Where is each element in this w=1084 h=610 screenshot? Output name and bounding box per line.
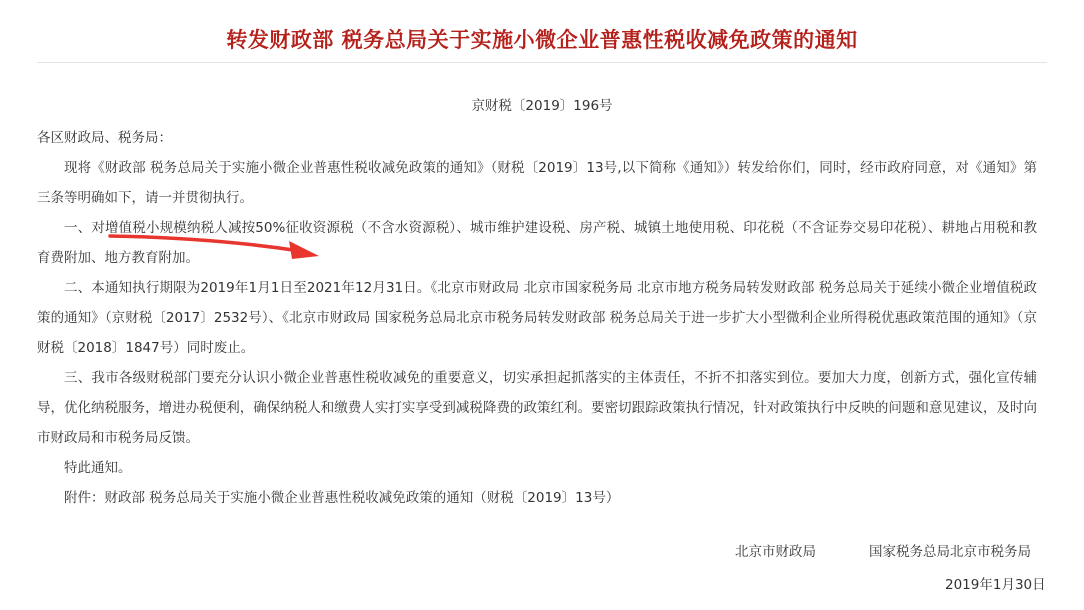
- paragraph-attachment: 附件：财政部 税务总局关于实施小微企业普惠性税收减免政策的通知（财税〔2019〕13号）: [64, 490, 620, 506]
- paragraph-item-3: 三、我市各级财税部门要充分认识小微企业普惠性税收减免的重要意义，切实承担起抓落实的主体责任，不折不扣落实到位。要加大力度，创新方式，强化宣传辅导，优化纳税服务，增进办税便利，确保纳税人和缴费人实打实享受到减税降费的政策红利。要密切跟踪政策执行情况，针对政策执行中反映的问题和意见建议，及时向市财政局和市税务局反馈。: [37, 370, 1037, 446]
- paragraph-item-1: 一、对增值税小规模纳税人减按50%征收资源税（不含水资源税）、城市维护建设税、房产税、城镇土地使用税、印花税（不含证券交易印花税）、耕地占用税和教育费附加、地方教育附加。: [37, 220, 1037, 266]
- signature-finance-bureau: 北京市财政局: [735, 544, 816, 560]
- paragraph-closing: 特此通知。: [64, 460, 132, 476]
- issue-date: 2019年1月30日: [945, 577, 1046, 593]
- notice-title: 转发财政部 税务总局关于实施小微企业普惠性税收减免政策的通知: [226, 28, 858, 52]
- paragraph-item-2: 二、本通知执行期限为2019年1月1日至2021年12月31日。《北京市财政局 北京市国家税务局 北京市地方税务局转发财政部 税务总局关于延续小微企业增值税政策的通知》（京财税〔2017〕2532号）、《北京市财政局 国家税务总局北京市税务局转发财政部 税务总局关于进一步扩大小型微利企业所得税优惠政策范围的通知》（京财税〔2018〕1847号）同时废止。: [37, 280, 1037, 356]
- paragraph-intro: 现将《财政部 税务总局关于实施小微企业普惠性税收减免政策的通知》（财税〔2019〕13号,以下简称《通知》）转发给你们，同时，经市政府同意，对《通知》第三条等明确如下，请一并贯彻执行。: [37, 160, 1037, 206]
- signature-tax-bureau: 国家税务总局北京市税务局: [869, 544, 1031, 560]
- document-number: 京财税〔2019〕196号: [471, 98, 613, 114]
- title-divider: [37, 62, 1047, 63]
- notice-body: [37, 123, 1037, 513]
- salutation: 各区财政局、税务局：: [37, 130, 172, 146]
